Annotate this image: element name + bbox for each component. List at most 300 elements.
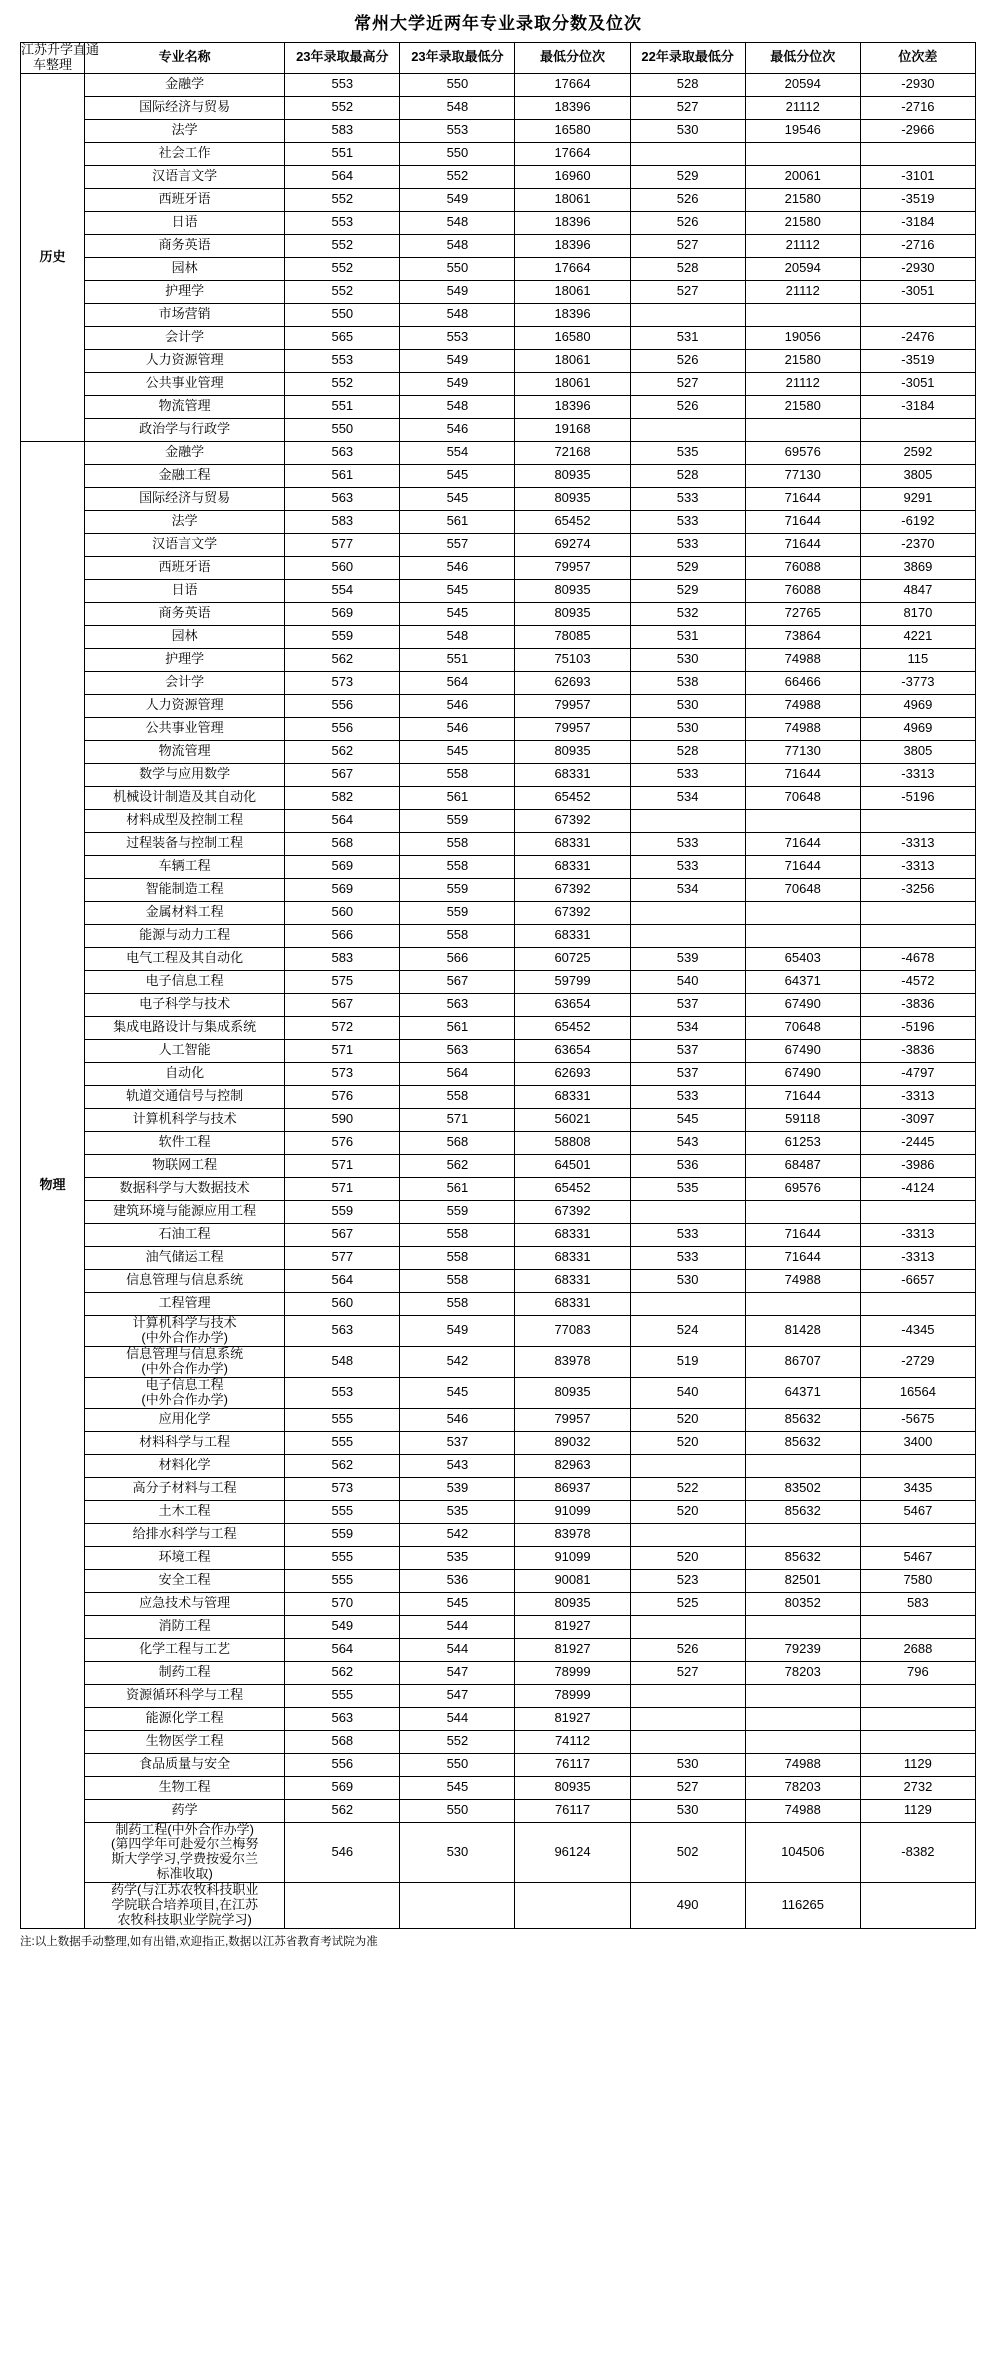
rank-23-cell: 59799 [515, 970, 630, 993]
rank-23-cell: 81927 [515, 1638, 630, 1661]
low-score-22-cell: 533 [630, 510, 745, 533]
rank-difference-cell [860, 1615, 975, 1638]
table-row [21, 1246, 976, 1269]
major-name-cell: 商务英语 [85, 234, 285, 257]
table-row [21, 924, 976, 947]
major-name-cell: 社会工作 [85, 142, 285, 165]
rank-23-cell: 68331 [515, 763, 630, 786]
rank-23-cell: 67392 [515, 901, 630, 924]
rank-difference-cell: -6192 [860, 510, 975, 533]
rank-difference-cell: -3313 [860, 1223, 975, 1246]
rank-22-cell: 76088 [745, 556, 860, 579]
low-score-23-cell: 557 [400, 533, 515, 556]
low-score-23-cell: 563 [400, 993, 515, 1016]
major-name-cell: 园林 [85, 257, 285, 280]
low-score-23-cell: 558 [400, 1246, 515, 1269]
rank-difference-cell: -2930 [860, 257, 975, 280]
major-name-cell: 环境工程 [85, 1546, 285, 1569]
table-row [21, 1408, 976, 1431]
major-name-cell: 人力资源管理 [85, 694, 285, 717]
high-score-23-cell: 568 [285, 832, 400, 855]
rank-22-cell [745, 303, 860, 326]
admission-score-table [20, 42, 976, 1929]
high-score-23-cell: 582 [285, 786, 400, 809]
rank-difference-cell: 3869 [860, 556, 975, 579]
low-score-22-cell: 534 [630, 878, 745, 901]
major-name-cell: 汉语言文学 [85, 533, 285, 556]
low-score-22-cell: 533 [630, 533, 745, 556]
low-score-22-cell [630, 901, 745, 924]
rank-23-cell: 78999 [515, 1661, 630, 1684]
rank-22-cell: 21580 [745, 188, 860, 211]
low-score-22-cell: 522 [630, 1477, 745, 1500]
rank-22-cell: 59118 [745, 1108, 860, 1131]
rank-22-cell: 68487 [745, 1154, 860, 1177]
low-score-23-cell: 548 [400, 625, 515, 648]
rank-23-cell: 69274 [515, 533, 630, 556]
rank-22-cell: 116265 [745, 1883, 860, 1929]
rank-difference-cell: -4124 [860, 1177, 975, 1200]
low-score-23-cell: 548 [400, 211, 515, 234]
rank-22-cell: 77130 [745, 464, 860, 487]
low-score-23-cell: 545 [400, 1377, 515, 1408]
major-name-cell: 安全工程 [85, 1569, 285, 1592]
low-score-22-cell: 527 [630, 96, 745, 119]
rank-23-cell: 68331 [515, 832, 630, 855]
rank-23-cell: 72168 [515, 441, 630, 464]
rank-difference-cell: -4572 [860, 970, 975, 993]
rank-22-cell [745, 1684, 860, 1707]
low-score-22-cell: 534 [630, 786, 745, 809]
high-score-23-cell: 552 [285, 188, 400, 211]
rank-23-cell: 64501 [515, 1154, 630, 1177]
table-row [21, 280, 976, 303]
rank-22-cell: 67490 [745, 1039, 860, 1062]
rank-difference-cell: 2688 [860, 1638, 975, 1661]
low-score-22-cell: 545 [630, 1108, 745, 1131]
major-name-cell: 人力资源管理 [85, 349, 285, 372]
low-score-22-cell: 543 [630, 1131, 745, 1154]
low-score-22-cell: 526 [630, 211, 745, 234]
low-score-23-cell: 545 [400, 579, 515, 602]
rank-23-cell: 78085 [515, 625, 630, 648]
rank-23-cell: 16580 [515, 119, 630, 142]
high-score-23-cell: 555 [285, 1431, 400, 1454]
rank-difference-cell: -8382 [860, 1822, 975, 1883]
low-score-23-cell: 546 [400, 418, 515, 441]
low-score-23-cell: 536 [400, 1569, 515, 1592]
major-name-cell: 石油工程 [85, 1223, 285, 1246]
low-score-22-cell: 528 [630, 464, 745, 487]
rank-23-cell: 89032 [515, 1431, 630, 1454]
major-name-cell: 国际经济与贸易 [85, 96, 285, 119]
major-name-cell: 过程装备与控制工程 [85, 832, 285, 855]
high-score-23-cell: 567 [285, 763, 400, 786]
major-name-cell: 物流管理 [85, 395, 285, 418]
rank-difference-cell: 115 [860, 648, 975, 671]
major-name-cell: 电子科学与技术 [85, 993, 285, 1016]
column-header-high-23: 23年录取最高分 [285, 43, 400, 74]
rank-difference-cell [860, 418, 975, 441]
rank-difference-cell: -3313 [860, 832, 975, 855]
table-row [21, 1454, 976, 1477]
rank-23-cell: 96124 [515, 1822, 630, 1883]
table-row [21, 901, 976, 924]
rank-23-cell: 63654 [515, 993, 630, 1016]
low-score-23-cell: 547 [400, 1661, 515, 1684]
table-row [21, 556, 976, 579]
table-row [21, 832, 976, 855]
table-row [21, 73, 976, 96]
rank-23-cell: 82963 [515, 1454, 630, 1477]
rank-22-cell: 80352 [745, 1592, 860, 1615]
low-score-23-cell: 561 [400, 1016, 515, 1039]
rank-22-cell: 69576 [745, 441, 860, 464]
major-name-cell: 材料成型及控制工程 [85, 809, 285, 832]
rank-22-cell: 21580 [745, 349, 860, 372]
low-score-22-cell: 526 [630, 395, 745, 418]
rank-23-cell: 76117 [515, 1799, 630, 1822]
table-row [21, 464, 976, 487]
major-name-cell: 日语 [85, 579, 285, 602]
table-row [21, 717, 976, 740]
rank-22-cell: 67490 [745, 1062, 860, 1085]
rank-22-cell: 85632 [745, 1408, 860, 1431]
rank-23-cell: 67392 [515, 809, 630, 832]
low-score-23-cell: 552 [400, 1730, 515, 1753]
rank-22-cell: 69576 [745, 1177, 860, 1200]
rank-23-cell: 80935 [515, 579, 630, 602]
rank-difference-cell: -3051 [860, 280, 975, 303]
high-score-23-cell: 555 [285, 1569, 400, 1592]
rank-22-cell: 71644 [745, 763, 860, 786]
major-name-cell: 计算机科学与技术 [85, 1108, 285, 1131]
major-name-cell: 生物医学工程 [85, 1730, 285, 1753]
rank-22-cell [745, 1292, 860, 1315]
major-name-cell: 汉语言文学 [85, 165, 285, 188]
rank-23-cell: 60725 [515, 947, 630, 970]
low-score-22-cell: 533 [630, 487, 745, 510]
rank-23-cell: 18061 [515, 188, 630, 211]
rank-23-cell: 18061 [515, 280, 630, 303]
table-row [21, 786, 976, 809]
rank-22-cell: 21112 [745, 96, 860, 119]
low-score-23-cell: 551 [400, 648, 515, 671]
rank-difference-cell: 3400 [860, 1431, 975, 1454]
high-score-23-cell: 559 [285, 625, 400, 648]
high-score-23-cell: 571 [285, 1039, 400, 1062]
rank-23-cell: 91099 [515, 1546, 630, 1569]
high-score-23-cell: 575 [285, 970, 400, 993]
table-row [21, 1039, 976, 1062]
subject-group-cell: 历史 [21, 73, 85, 441]
rank-difference-cell: 1129 [860, 1799, 975, 1822]
high-score-23-cell: 577 [285, 1246, 400, 1269]
low-score-23-cell: 549 [400, 1315, 515, 1346]
low-score-23-cell: 549 [400, 280, 515, 303]
rank-22-cell: 79239 [745, 1638, 860, 1661]
major-name-cell: 物流管理 [85, 740, 285, 763]
table-row [21, 303, 976, 326]
low-score-23-cell: 539 [400, 1477, 515, 1500]
table-row [21, 878, 976, 901]
rank-difference-cell: 3805 [860, 740, 975, 763]
major-name-cell: 制药工程(中外合作办学) (第四学年可赴爱尔兰梅努 斯大学学习,学费按爱尔兰 标准收取) [85, 1822, 285, 1883]
rank-22-cell [745, 418, 860, 441]
rank-23-cell: 80935 [515, 1776, 630, 1799]
rank-23-cell: 17664 [515, 73, 630, 96]
major-name-cell: 生物工程 [85, 1776, 285, 1799]
rank-difference-cell: -3256 [860, 878, 975, 901]
major-name-cell: 油气储运工程 [85, 1246, 285, 1269]
rank-22-cell: 72765 [745, 602, 860, 625]
major-name-cell: 机械设计制造及其自动化 [85, 786, 285, 809]
rank-22-cell: 20594 [745, 257, 860, 280]
rank-difference-cell: 2592 [860, 441, 975, 464]
table-row [21, 211, 976, 234]
low-score-22-cell [630, 1200, 745, 1223]
high-score-23-cell: 554 [285, 579, 400, 602]
table-row [21, 119, 976, 142]
low-score-22-cell: 538 [630, 671, 745, 694]
high-score-23-cell: 569 [285, 1776, 400, 1799]
rank-22-cell: 74988 [745, 1269, 860, 1292]
header-source-line1: 江苏升学直通 [21, 42, 100, 57]
low-score-23-cell: 568 [400, 1131, 515, 1154]
low-score-22-cell: 526 [630, 1638, 745, 1661]
rank-22-cell: 71644 [745, 487, 860, 510]
rank-difference-cell: -3836 [860, 1039, 975, 1062]
low-score-23-cell: 548 [400, 96, 515, 119]
table-row [21, 1500, 976, 1523]
major-name-cell: 数据科学与大数据技术 [85, 1177, 285, 1200]
high-score-23-cell: 563 [285, 487, 400, 510]
low-score-22-cell: 502 [630, 1822, 745, 1883]
rank-difference-cell [860, 1454, 975, 1477]
rank-23-cell: 18396 [515, 234, 630, 257]
rank-22-cell: 74988 [745, 1799, 860, 1822]
low-score-22-cell: 533 [630, 763, 745, 786]
low-score-22-cell: 520 [630, 1408, 745, 1431]
rank-22-cell: 64371 [745, 970, 860, 993]
rank-23-cell: 80935 [515, 602, 630, 625]
low-score-23-cell: 558 [400, 924, 515, 947]
low-score-22-cell: 528 [630, 257, 745, 280]
major-name-cell: 护理学 [85, 280, 285, 303]
low-score-23-cell: 561 [400, 510, 515, 533]
rank-23-cell [515, 1883, 630, 1929]
low-score-22-cell: 533 [630, 1246, 745, 1269]
major-name-cell: 电子信息工程 (中外合作办学) [85, 1377, 285, 1408]
table-row [21, 1638, 976, 1661]
rank-difference-cell [860, 1200, 975, 1223]
rank-difference-cell: 1129 [860, 1753, 975, 1776]
rank-difference-cell [860, 901, 975, 924]
table-row [21, 671, 976, 694]
rank-difference-cell: -3313 [860, 1246, 975, 1269]
major-name-cell: 集成电路设计与集成系统 [85, 1016, 285, 1039]
rank-difference-cell: -3101 [860, 165, 975, 188]
major-name-cell: 轨道交通信号与控制 [85, 1085, 285, 1108]
low-score-22-cell: 520 [630, 1500, 745, 1523]
rank-difference-cell: -5196 [860, 786, 975, 809]
high-score-23-cell: 563 [285, 441, 400, 464]
high-score-23-cell: 567 [285, 993, 400, 1016]
rank-difference-cell [860, 303, 975, 326]
rank-difference-cell [860, 1523, 975, 1546]
low-score-23-cell: 546 [400, 556, 515, 579]
major-name-cell: 材料科学与工程 [85, 1431, 285, 1454]
rank-22-cell [745, 1454, 860, 1477]
table-row [21, 1016, 976, 1039]
rank-23-cell: 16580 [515, 326, 630, 349]
rank-22-cell [745, 142, 860, 165]
low-score-23-cell: 548 [400, 303, 515, 326]
rank-22-cell: 78203 [745, 1776, 860, 1799]
rank-23-cell: 65452 [515, 1016, 630, 1039]
table-row [21, 1753, 976, 1776]
table-row [21, 602, 976, 625]
low-score-23-cell: 535 [400, 1546, 515, 1569]
table-header-row [21, 43, 976, 74]
rank-difference-cell: 7580 [860, 1569, 975, 1592]
rank-23-cell: 90081 [515, 1569, 630, 1592]
table-row [21, 1315, 976, 1346]
table-row [21, 326, 976, 349]
table-row [21, 1062, 976, 1085]
low-score-23-cell: 549 [400, 188, 515, 211]
rank-23-cell: 18061 [515, 372, 630, 395]
rank-23-cell: 68331 [515, 1223, 630, 1246]
major-name-cell: 金融工程 [85, 464, 285, 487]
table-row [21, 648, 976, 671]
rank-23-cell: 79957 [515, 694, 630, 717]
low-score-23-cell: 546 [400, 717, 515, 740]
low-score-22-cell [630, 1684, 745, 1707]
rank-22-cell: 85632 [745, 1546, 860, 1569]
rank-22-cell: 21112 [745, 372, 860, 395]
high-score-23-cell: 590 [285, 1108, 400, 1131]
rank-22-cell: 67490 [745, 993, 860, 1016]
low-score-23-cell: 549 [400, 349, 515, 372]
high-score-23-cell: 556 [285, 694, 400, 717]
high-score-23-cell: 553 [285, 1377, 400, 1408]
low-score-23-cell: 547 [400, 1684, 515, 1707]
rank-difference-cell [860, 1684, 975, 1707]
rank-22-cell: 85632 [745, 1500, 860, 1523]
major-name-cell: 智能制造工程 [85, 878, 285, 901]
rank-22-cell: 70648 [745, 878, 860, 901]
low-score-23-cell: 562 [400, 1154, 515, 1177]
low-score-23-cell: 545 [400, 1776, 515, 1799]
high-score-23-cell: 559 [285, 1200, 400, 1223]
rank-difference-cell [860, 924, 975, 947]
rank-22-cell: 74988 [745, 717, 860, 740]
low-score-22-cell [630, 1615, 745, 1638]
major-name-cell: 法学 [85, 510, 285, 533]
rank-23-cell: 80935 [515, 740, 630, 763]
low-score-23-cell: 553 [400, 119, 515, 142]
low-score-22-cell: 524 [630, 1315, 745, 1346]
low-score-23-cell: 537 [400, 1431, 515, 1454]
low-score-23-cell: 553 [400, 326, 515, 349]
header-source-line2: 车整理 [33, 56, 73, 72]
rank-22-cell: 86707 [745, 1346, 860, 1377]
low-score-22-cell [630, 1523, 745, 1546]
table-row [21, 1661, 976, 1684]
rank-difference-cell: -3097 [860, 1108, 975, 1131]
major-name-cell: 西班牙语 [85, 188, 285, 211]
low-score-23-cell: 548 [400, 234, 515, 257]
low-score-22-cell: 527 [630, 234, 745, 257]
rank-difference-cell: 4847 [860, 579, 975, 602]
rank-22-cell: 71644 [745, 533, 860, 556]
high-score-23-cell: 564 [285, 1269, 400, 1292]
rank-22-cell [745, 924, 860, 947]
low-score-23-cell: 544 [400, 1638, 515, 1661]
low-score-23-cell: 559 [400, 901, 515, 924]
rank-22-cell: 21580 [745, 211, 860, 234]
low-score-22-cell: 531 [630, 326, 745, 349]
major-name-cell: 护理学 [85, 648, 285, 671]
table-row [21, 188, 976, 211]
low-score-23-cell: 559 [400, 878, 515, 901]
major-name-cell: 应急技术与管理 [85, 1592, 285, 1615]
rank-23-cell: 77083 [515, 1315, 630, 1346]
major-name-cell: 工程管理 [85, 1292, 285, 1315]
low-score-22-cell: 520 [630, 1546, 745, 1569]
low-score-23-cell: 546 [400, 694, 515, 717]
rank-23-cell: 62693 [515, 671, 630, 694]
rank-22-cell: 70648 [745, 1016, 860, 1039]
rank-23-cell: 78999 [515, 1684, 630, 1707]
major-name-cell: 市场营销 [85, 303, 285, 326]
rank-23-cell: 19168 [515, 418, 630, 441]
high-score-23-cell: 583 [285, 947, 400, 970]
rank-22-cell: 20061 [745, 165, 860, 188]
high-score-23-cell: 573 [285, 671, 400, 694]
high-score-23-cell: 571 [285, 1177, 400, 1200]
page-title: 常州大学近两年专业录取分数及位次 [354, 14, 642, 33]
table-row [21, 418, 976, 441]
table-row [21, 1799, 976, 1822]
major-name-cell: 制药工程 [85, 1661, 285, 1684]
low-score-22-cell: 533 [630, 1085, 745, 1108]
table-row [21, 809, 976, 832]
table-row [21, 740, 976, 763]
column-header-major: 专业名称 [85, 43, 285, 74]
table-row [21, 372, 976, 395]
rank-difference-cell: 8170 [860, 602, 975, 625]
major-name-cell: 人工智能 [85, 1039, 285, 1062]
low-score-23-cell: 542 [400, 1523, 515, 1546]
rank-22-cell: 71644 [745, 832, 860, 855]
high-score-23-cell: 555 [285, 1546, 400, 1569]
rank-23-cell: 83978 [515, 1346, 630, 1377]
table-row [21, 1523, 976, 1546]
high-score-23-cell: 552 [285, 372, 400, 395]
table-row [21, 1377, 976, 1408]
rank-23-cell: 18061 [515, 349, 630, 372]
low-score-23-cell: 561 [400, 1177, 515, 1200]
rank-22-cell: 73864 [745, 625, 860, 648]
rank-22-cell: 21580 [745, 395, 860, 418]
rank-difference-cell: 4969 [860, 694, 975, 717]
table-row [21, 1431, 976, 1454]
column-header-rank-22: 最低分位次 [745, 43, 860, 74]
high-score-23-cell: 583 [285, 510, 400, 533]
rank-22-cell: 71644 [745, 855, 860, 878]
